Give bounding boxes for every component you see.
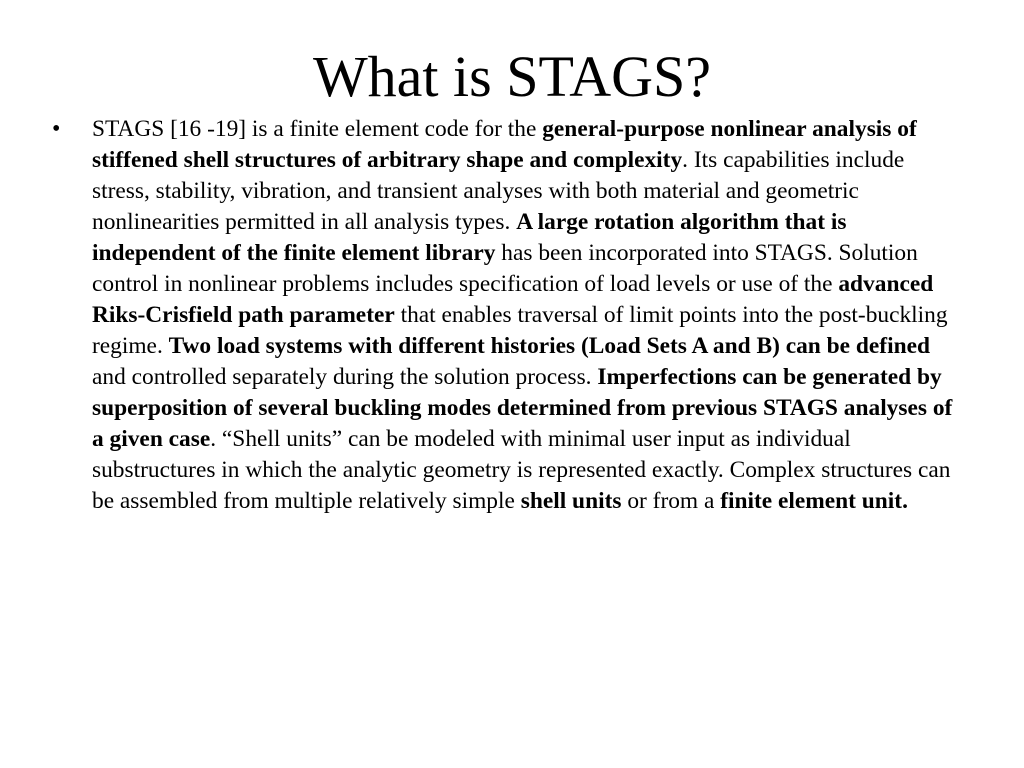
bold-segment: Two load systems with different histories (Load Sets A and B) can be defined xyxy=(168,333,930,359)
bold-segment: shell units xyxy=(520,488,622,514)
text-segment: . Its capabilities include stress, stability, vibration, and transient analyses with both material and geometric nonlinearities permitted in all analysis types. xyxy=(92,147,905,235)
bold-segment: finite element unit. xyxy=(720,488,908,514)
text-segment: and controlled separately during the solution process. xyxy=(92,364,598,390)
text-segment: or from a xyxy=(621,488,721,514)
bold-segment: Imperfections can be generated by superposition of several buckling modes determined from previous STAGS analyses of a given case xyxy=(92,364,953,452)
text-segment: has been incorporated into STAGS. Solution control in nonlinear problems includes specification of load levels or use of the xyxy=(92,240,918,297)
bold-segment: advanced Riks-Crisfield path parameter xyxy=(92,271,934,328)
text-segment: . “Shell units” can be modeled with minimal user input as individual substructures in which the analytic geometry is represented exactly. Complex structures can be assembled from multiple relatively simple xyxy=(92,426,951,514)
bullet-icon: • xyxy=(52,116,61,142)
text-segment: that enables traversal of limit points into the post-buckling regime. xyxy=(92,302,948,359)
bold-segment: A large rotation algorithm that is independent of the finite element library xyxy=(92,209,847,266)
bold-segment: general-purpose nonlinear analysis of stiffened shell structures of arbitrary shape and complexity xyxy=(92,116,917,173)
slide-title: What is STAGS? xyxy=(312,44,712,109)
bullet-paragraph xyxy=(92,114,962,517)
text-segment: STAGS [16 -19] is a finite element code for the xyxy=(92,116,543,142)
